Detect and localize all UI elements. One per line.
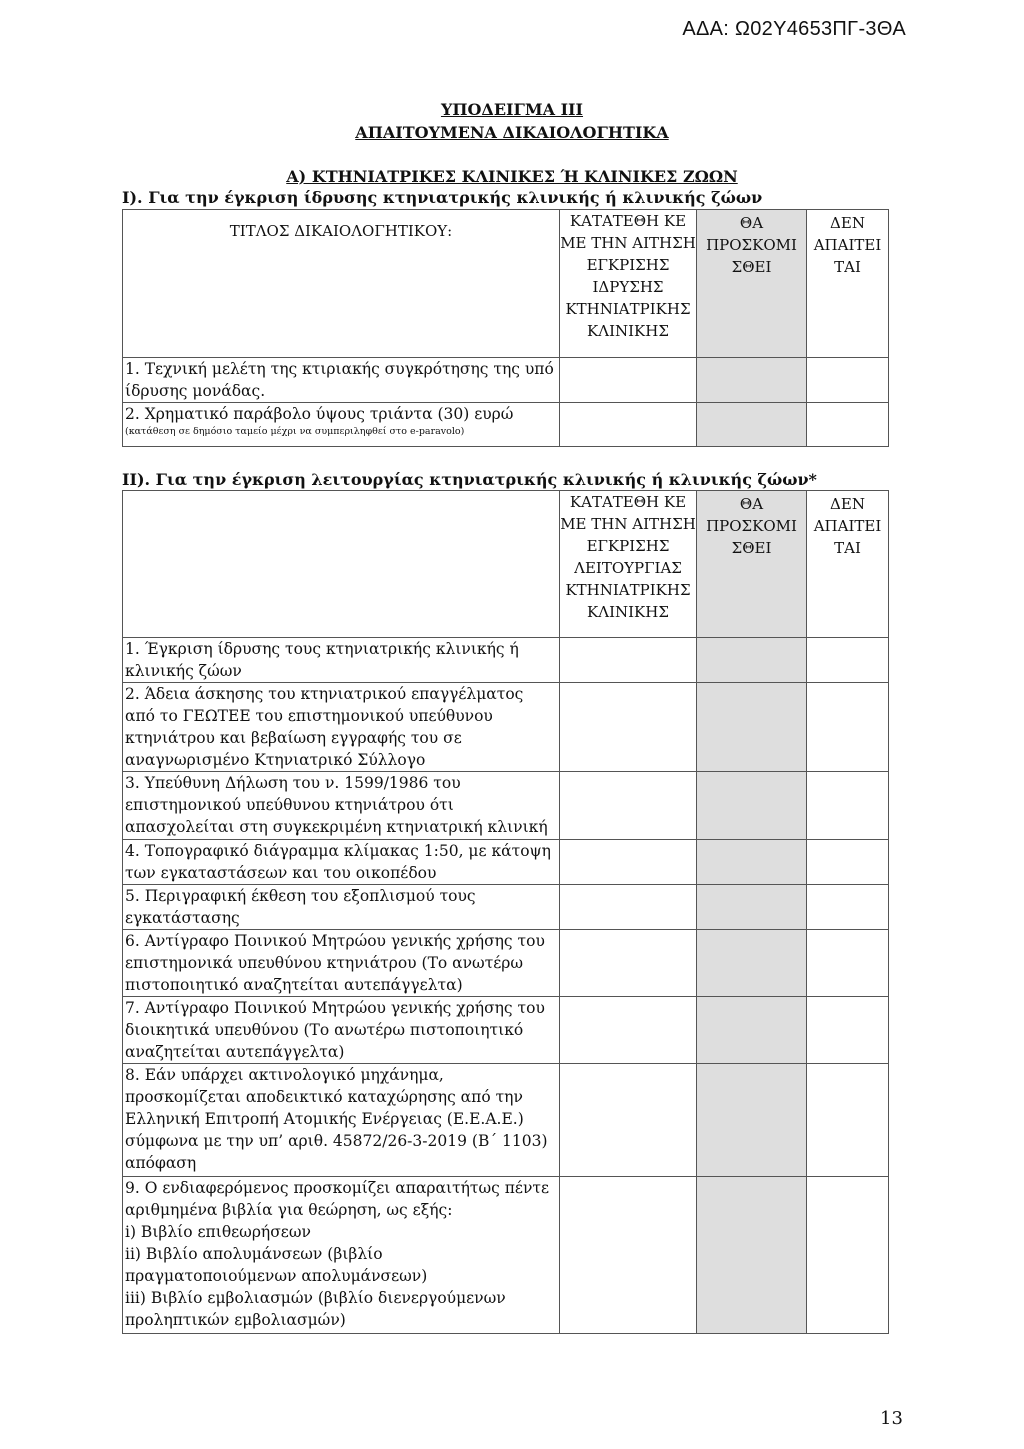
checkbox-cell-to-be-provided[interactable]: [697, 772, 807, 840]
checkbox-cell-submitted[interactable]: [560, 885, 697, 930]
checkbox-cell-not-required[interactable]: [807, 638, 889, 683]
checkbox-cell-not-required[interactable]: [807, 885, 889, 930]
row-note: (κατάθεση σε δημόσιο ταμείο μέχρι να συμπεριληφθεί στο e-paravolo): [125, 426, 465, 437]
title-required-documents: ΑΠΑΙΤΟΥΜΕΝΑ ΔΙΚΑΙΟΛΟΓΗΤΙΚΑ: [355, 123, 669, 142]
row-text: 1. Τεχνική μελέτη της κτιριακής συγκρότησης της υπό ίδρυσης μονάδας.: [123, 358, 560, 403]
ada-code: ΑΔΑ: Ω02Υ4653ΠΓ-3ΘΑ: [682, 18, 906, 40]
checkbox-cell-to-be-provided[interactable]: [697, 358, 807, 403]
checkbox-cell-not-required[interactable]: [807, 358, 889, 403]
row-text: 8. Εάν υπάρχει ακτινολογικό μηχάνημα, προσκομίζεται αποδεικτικό καταχώρησης από την Ελληνική Επιτροπή Ατομικής Ενέργειας (Ε.Ε.Α.Ε.) σύμφωνα με την υπ’ αριθ. 45872/26-3-2019 (Β΄ 1103) απόφαση: [123, 1064, 560, 1177]
section2-table: [122, 490, 889, 1334]
table-row: [123, 403, 889, 447]
checkbox-cell-not-required[interactable]: [807, 997, 889, 1064]
col-not-required-header: ΔΕΝ ΑΠΑΙΤΕΙ ΤΑΙ: [807, 210, 889, 358]
page-number: 13: [880, 1408, 903, 1429]
col-title-header: [123, 491, 560, 638]
row-text: 1. Έγκριση ίδρυσης τους κτηνιατρικής κλινικής ή κλινικής ζώων: [123, 638, 560, 683]
checkbox-cell-to-be-provided[interactable]: [697, 403, 807, 447]
table-row: [123, 1177, 889, 1334]
checkbox-cell-not-required[interactable]: [807, 1177, 889, 1334]
section2-header-row: [123, 491, 889, 638]
row-text: 9. Ο ενδιαφερόμενος προσκομίζει απαραιτήτως πέντε αριθμημένα βιβλία για θεώρηση, ως εξής: i) Βιβλίο επιθεωρήσεων ii) Βιβλίο απολυμάνσεων (βιβλίο πραγματοποιούμενων απολυμάνσεων) iii) Βιβλίο εμβολιασμών (βιβλίο διενεργούμενων προληπτικών εμβολιασμών): [123, 1177, 560, 1334]
checkbox-cell-not-required[interactable]: [807, 1064, 889, 1177]
table-row: [123, 1064, 889, 1177]
col-title-header: ΤΙΤΛΟΣ ΔΙΚΑΙΟΛΟΓΗΤΙΚΟΥ:: [123, 210, 560, 358]
table-row: [123, 840, 889, 885]
col-to-be-provided-header: ΘΑ ΠΡΟΣΚΟΜΙ ΣΘΕΙ: [697, 210, 807, 358]
row-text: 6. Αντίγραφο Ποινικού Μητρώου γενικής χρήσης του επιστημονικά υπευθύνου κτηνιάτρου (Το ανωτέρω πιστοποιητικό αναζητείται αυτεπάγγελτα): [123, 930, 560, 997]
table-row: [123, 772, 889, 840]
checkbox-cell-to-be-provided[interactable]: [697, 1177, 807, 1334]
row-text: 4. Τοπογραφικό διάγραμμα κλίμακας 1:50, με κάτοψη των εγκαταστάσεων και του οικοπέδου: [123, 840, 560, 885]
checkbox-cell-to-be-provided[interactable]: [697, 638, 807, 683]
row-cell: [123, 403, 560, 447]
checkbox-cell-not-required[interactable]: [807, 403, 889, 447]
section2-title: ΙΙ). Για την έγκριση λειτουργίας κτηνιατρικής κλινικής ή κλινικής ζώων*: [122, 470, 817, 489]
table-row: [123, 683, 889, 772]
section1-header-row: [123, 210, 889, 358]
checkbox-cell-submitted[interactable]: [560, 997, 697, 1064]
checkbox-cell-not-required[interactable]: [807, 840, 889, 885]
checkbox-cell-submitted[interactable]: [560, 772, 697, 840]
checkbox-cell-not-required[interactable]: [807, 683, 889, 772]
checkbox-cell-not-required[interactable]: [807, 930, 889, 997]
row-text: 2. Άδεια άσκησης του κτηνιατρικού επαγγέλματος από το ΓΕΩΤΕΕ του επιστημονικού υπεύθυνου κτηνιάτρου και βεβαίωση εγγραφής του σε αναγνωρισμένο Κτηνιατρικό Σύλλογο: [123, 683, 560, 772]
checkbox-cell-to-be-provided[interactable]: [697, 1064, 807, 1177]
checkbox-cell-submitted[interactable]: [560, 930, 697, 997]
col-to-be-provided-header: ΘΑ ΠΡΟΣΚΟΜΙ ΣΘΕΙ: [697, 491, 807, 638]
table-row: [123, 358, 889, 403]
row-text: 2. Χρηματικό παράβολο ύψους τριάντα (30) ευρώ: [125, 405, 514, 423]
title-vet-clinics: Α) ΚΤΗΝΙΑΤΡΙΚΕΣ ΚΛΙΝΙΚΕΣ Ή ΚΛΙΝΙΚΕΣ ΖΩΩΝ: [286, 167, 738, 186]
title-template: ΥΠΟΔΕΙΓΜΑ ΙΙΙ: [440, 100, 584, 119]
col-submitted-header: ΚΑΤΑΤΕΘΗ ΚΕ ΜΕ ΤΗΝ ΑΙΤΗΣΗ ΕΓΚΡΙΣΗΣ ΙΔΡΥΣΗΣ ΚΤΗΝΙΑΤΡΙΚΗΣ ΚΛΙΝΙΚΗΣ: [560, 210, 697, 358]
col-submitted-header: ΚΑΤΑΤΕΘΗ ΚΕ ΜΕ ΤΗΝ ΑΙΤΗΣΗ ΕΓΚΡΙΣΗΣ ΛΕΙΤΟΥΡΓΙΑΣ ΚΤΗΝΙΑΤΡΙΚΗΣ ΚΛΙΝΙΚΗΣ: [560, 491, 697, 638]
checkbox-cell-to-be-provided[interactable]: [697, 885, 807, 930]
section1-table: [122, 209, 889, 447]
checkbox-cell-submitted[interactable]: [560, 638, 697, 683]
checkbox-cell-to-be-provided[interactable]: [697, 997, 807, 1064]
row-text: 5. Περιγραφική έκθεση του εξοπλισμού τους εγκατάστασης: [123, 885, 560, 930]
table-row: [123, 997, 889, 1064]
checkbox-cell-submitted[interactable]: [560, 358, 697, 403]
checkbox-cell-to-be-provided[interactable]: [697, 840, 807, 885]
table-row: [123, 930, 889, 997]
table-row: [123, 885, 889, 930]
checkbox-cell-submitted[interactable]: [560, 403, 697, 447]
checkbox-cell-not-required[interactable]: [807, 772, 889, 840]
col-not-required-header: ΔΕΝ ΑΠΑΙΤΕΙ ΤΑΙ: [807, 491, 889, 638]
checkbox-cell-submitted[interactable]: [560, 1064, 697, 1177]
table-row: [123, 638, 889, 683]
checkbox-cell-submitted[interactable]: [560, 840, 697, 885]
checkbox-cell-submitted[interactable]: [560, 1177, 697, 1334]
row-text: 7. Αντίγραφο Ποινικού Μητρώου γενικής χρήσης του διοικητικά υπευθύνου (Το ανωτέρω πιστοποιητικό αναζητείται αυτεπάγγελτα): [123, 997, 560, 1064]
checkbox-cell-to-be-provided[interactable]: [697, 683, 807, 772]
checkbox-cell-to-be-provided[interactable]: [697, 930, 807, 997]
row-text: 3. Υπεύθυνη Δήλωση του ν. 1599/1986 του επιστημονικού υπεύθυνου κτηνιάτρου ότι απασχολείται στη συγκεκριμένη κτηνιατρική κλινική: [123, 772, 560, 840]
section1-title: Ι). Για την έγκριση ίδρυσης κτηνιατρικής κλινικής ή κλινικής ζώων: [122, 188, 763, 207]
checkbox-cell-submitted[interactable]: [560, 683, 697, 772]
